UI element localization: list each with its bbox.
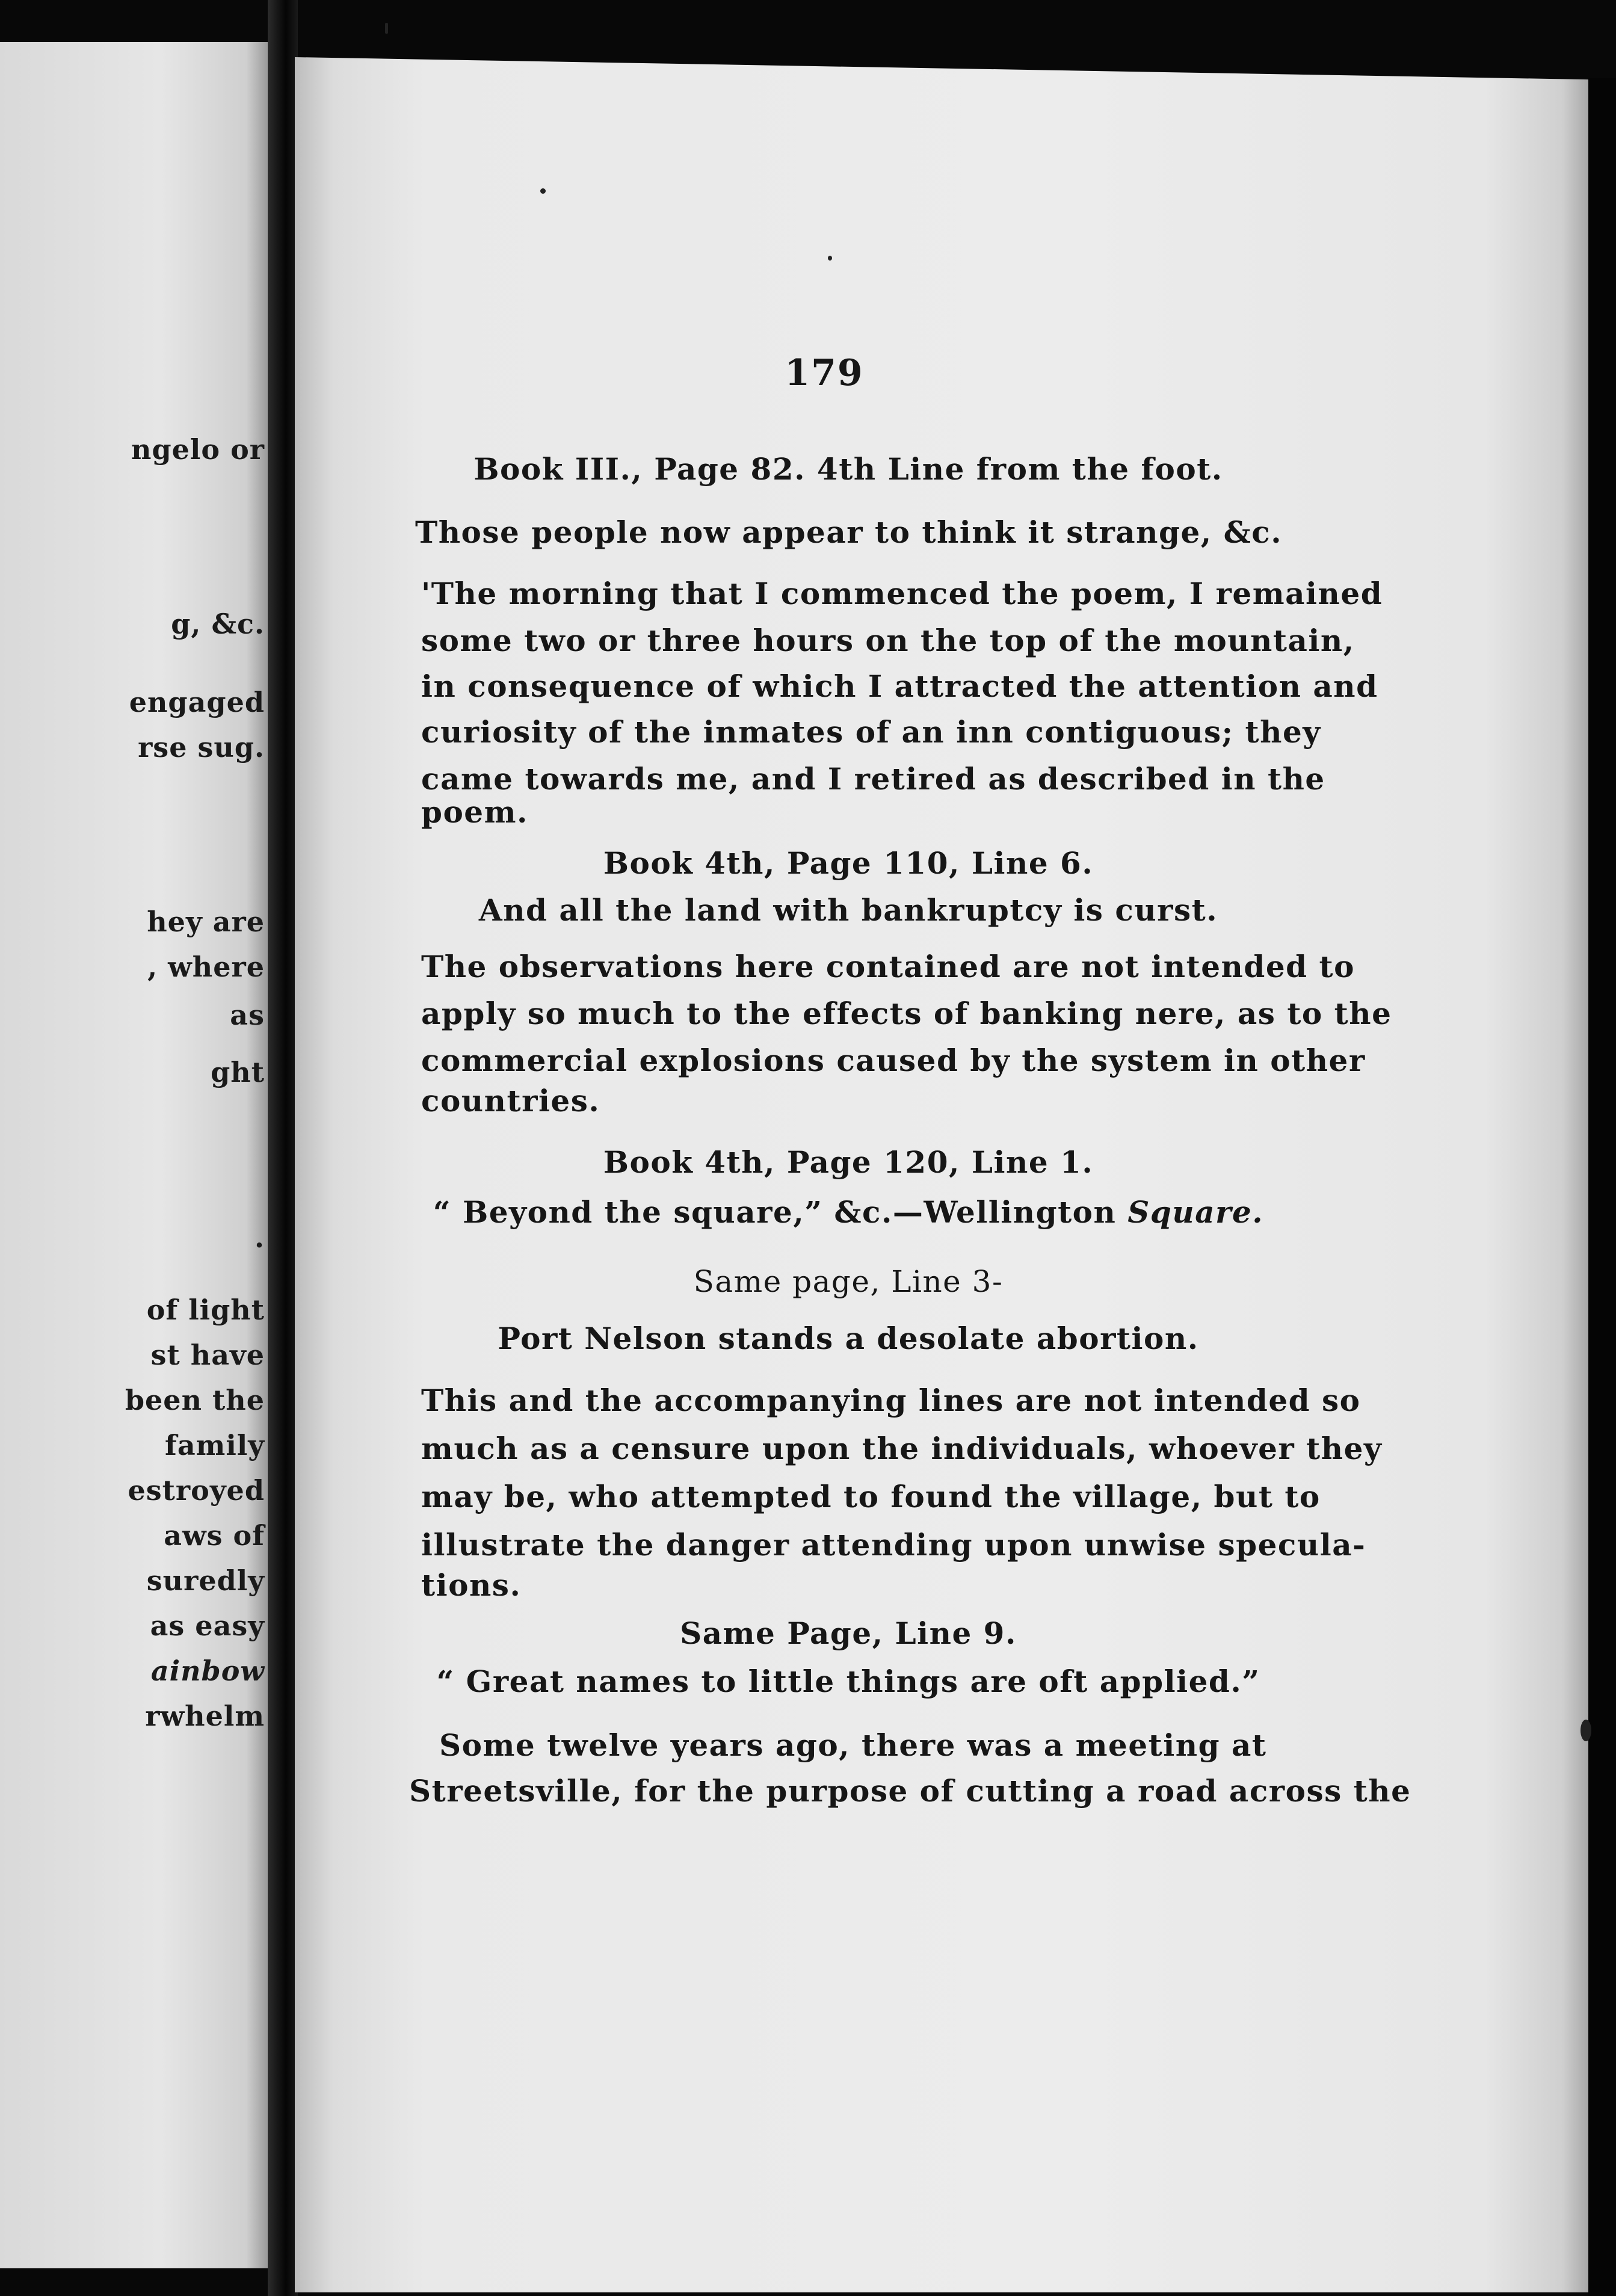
facing-page-text-fragment: rse sug. [138, 731, 265, 764]
facing-page-text-fragment: as [230, 999, 265, 1031]
facing-page-text-fragment: family [165, 1429, 265, 1461]
facing-page-text-fragment: as easy [150, 1609, 265, 1642]
paragraph-line: Streetsville, for the purpose of cutting a road across the [409, 1773, 1411, 1809]
paragraph-line: came towards me, and I retired as described in the [421, 761, 1325, 797]
paragraph-line: 'The morning that I commenced the poem, I remained [421, 576, 1383, 611]
facing-page [0, 42, 268, 2268]
section-quote: Port Nelson stands a desolate abortion. [498, 1321, 1199, 1356]
paragraph-line: some two or three hours on the top of the mountain, [421, 623, 1355, 658]
facing-page-text-fragment: st have [150, 1339, 265, 1371]
facing-page-text-fragment: hey are [147, 906, 265, 938]
facing-page-text-fragment: ght [211, 1056, 265, 1088]
paragraph-line: may be, who attempted to found the village, but to [421, 1479, 1321, 1514]
ink-speck [540, 188, 546, 194]
facing-page-text-fragment: . [254, 1221, 265, 1254]
ink-speck [1581, 1720, 1591, 1741]
section-heading: Book III., Page 82. 4th Line from the foot. [473, 451, 1223, 487]
facing-page-text-fragment: of light [146, 1294, 265, 1326]
facing-page-text-fragment: aws of [164, 1519, 265, 1552]
ink-speck [828, 256, 832, 261]
facing-page-text-fragment: , where [147, 951, 265, 983]
facing-page-text-fragment: rwhelm [145, 1700, 265, 1732]
facing-page-text-fragment: estroyed [128, 1474, 265, 1507]
section-heading: Book 4th, Page 110, Line 6. [603, 845, 1094, 881]
paragraph-line: illustrate the danger attending upon unwise specula- [421, 1527, 1366, 1563]
facing-page-text-fragment: suredly [146, 1564, 265, 1597]
section-quote [415, 1194, 1281, 1230]
paragraph-line: Some twelve years ago, there was a meeting at [439, 1727, 1267, 1763]
facing-page-text-fragment: ngelo or [131, 433, 265, 466]
paragraph-line: tions. [421, 1567, 522, 1603]
facing-page-text-fragment: ainbow [150, 1655, 265, 1687]
section-heading: Same page, Line 3- [693, 1264, 1004, 1299]
section-heading: Book 4th, Page 120, Line 1. [603, 1144, 1094, 1180]
facing-page-text-fragment: engaged [129, 686, 265, 718]
quote-text: “ Beyond the square,” &c.—Wellington [433, 1194, 1128, 1230]
section-quote: And all the land with bankruptcy is curst. [478, 892, 1218, 928]
paragraph-line: much as a censure upon the individuals, whoever they [421, 1431, 1383, 1466]
paragraph-line: poem. [421, 794, 528, 830]
paragraph-line: commercial explosions caused by the system in other [421, 1043, 1366, 1078]
quote-italic-text: Square. [1127, 1194, 1264, 1230]
section-heading: Same Page, Line 9. [680, 1616, 1017, 1651]
facing-page-text-fragment: been the [125, 1384, 265, 1416]
paragraph-line: countries. [421, 1083, 600, 1119]
paragraph-line: apply so much to the effects of banking nere, as to the [421, 996, 1392, 1031]
section-quote: Those people now appear to think it strange, &c. [415, 514, 1283, 550]
paragraph-line: curiosity of the inmates of an inn contiguous; they [421, 714, 1321, 750]
page-number: 179 [785, 352, 864, 394]
paragraph-line: in consequence of which I attracted the attention and [421, 668, 1378, 704]
paragraph-line: This and the accompanying lines are not intended so [421, 1383, 1361, 1418]
section-quote: “ Great names to little things are oft applied.” [436, 1664, 1260, 1699]
page-edge-shadow [1588, 78, 1616, 2296]
paragraph-line: The observations here contained are not intended to [421, 949, 1355, 984]
facing-page-text-fragment: g, &c. [171, 608, 265, 640]
ink-speck [385, 23, 388, 34]
book-gutter [268, 0, 298, 2296]
